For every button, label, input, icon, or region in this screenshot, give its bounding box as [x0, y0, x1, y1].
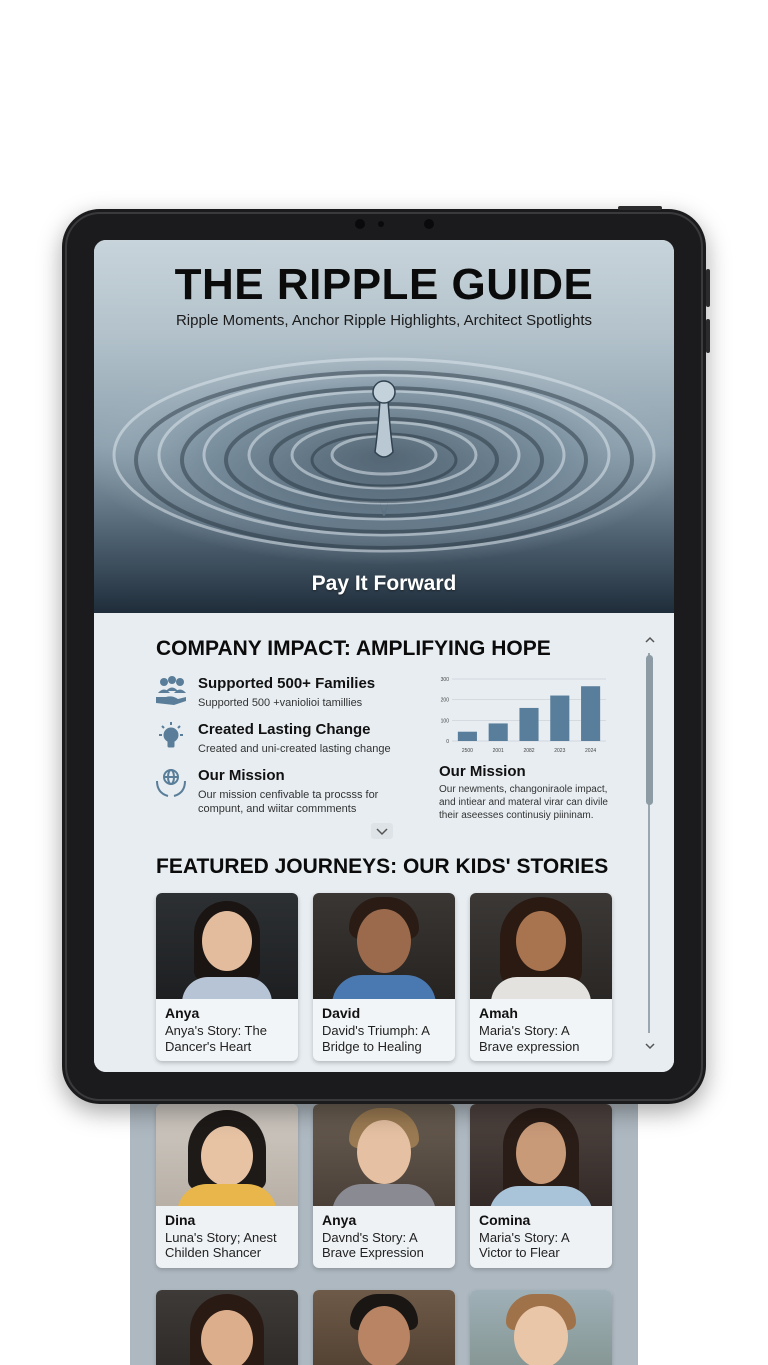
- y-tick-label: 100: [440, 718, 449, 725]
- impact-item-desc: Our mission cenfivable ta procsss for compunt, and wiitar commments: [198, 789, 379, 815]
- x-tick-label: 2082: [523, 748, 535, 754]
- card-name: David: [322, 1005, 361, 1021]
- card-story: Maria's Story: A Brave expression: [479, 1023, 580, 1054]
- lightbulb-icon: [154, 721, 188, 753]
- card-meta: [470, 999, 612, 1061]
- journeys-section-title: FEATURED JOURNEYS: OUR KIDS' STORIES: [156, 855, 609, 878]
- child-photo: [156, 893, 298, 999]
- journey-card[interactable]: [156, 1290, 298, 1365]
- journey-card[interactable]: [313, 893, 455, 1061]
- expand-chevron-icon[interactable]: [371, 823, 393, 839]
- child-photo: [156, 1290, 298, 1365]
- card-meta: [470, 1206, 612, 1266]
- card-name: Amah: [479, 1005, 518, 1021]
- mission-title: Our Mission: [439, 763, 526, 780]
- child-photo: [470, 893, 612, 999]
- card-meta: [313, 1206, 455, 1266]
- y-tick-label: 300: [440, 677, 449, 683]
- families-icon: [154, 675, 188, 707]
- card-story: Davnd's Story: A Brave Expression: [322, 1230, 424, 1260]
- sensor-icon: [424, 219, 434, 229]
- impact-item-title: Our Mission: [198, 767, 285, 784]
- mission-description: Our newments, changoniraole impact, and intiear and materal virar can divile their aseesses continusiy piininam.: [439, 784, 608, 821]
- chart-bar: [550, 696, 569, 741]
- tablet-screen: [94, 240, 674, 1072]
- impact-item-title: Supported 500+ Families: [198, 675, 376, 692]
- journey-card[interactable]: [156, 893, 298, 1061]
- impact-chart: [434, 673, 614, 755]
- impact-item-title: Created Lasting Change: [198, 721, 371, 738]
- scroll-down-icon[interactable]: [643, 1039, 657, 1053]
- chart-bar: [458, 732, 477, 741]
- card-meta: [313, 999, 455, 1061]
- chart-bar: [489, 723, 508, 741]
- child-photo: [470, 1290, 612, 1365]
- child-photo: [313, 1290, 455, 1365]
- globe-hands-icon: [154, 767, 188, 799]
- impact-section-title: COMPANY IMPACT: AMPLIFYING HOPE: [156, 637, 551, 660]
- impact-item-change: [154, 721, 414, 761]
- chart-bar: [581, 686, 600, 741]
- card-name: Comina: [479, 1212, 531, 1228]
- journey-card[interactable]: [313, 1290, 455, 1365]
- impact-item-desc: Supported 500 +vaniolioi tamillies: [198, 697, 363, 709]
- card-story: Luna's Story; Anest Childen Shancer: [165, 1230, 277, 1260]
- card-story: Maria's Story: A Victor to Flear: [479, 1230, 569, 1260]
- card-name: Anya: [165, 1005, 200, 1021]
- impact-item-mission: [154, 767, 414, 815]
- page-subtitle: Ripple Moments, Anchor Ripple Highlights, Architect Spotlights: [175, 312, 593, 329]
- power-button: [706, 269, 710, 307]
- scroll-up-icon[interactable]: [643, 633, 657, 647]
- card-story: Anya's Story: The Dancer's Heart: [165, 1023, 267, 1054]
- journey-card[interactable]: [470, 893, 612, 1061]
- x-tick-label: 2024: [585, 748, 597, 754]
- x-tick-label: 2500: [461, 748, 473, 754]
- card-story: David's Triumph: A Bridge to Healing: [322, 1023, 430, 1054]
- hero-banner: [94, 240, 674, 613]
- journey-card[interactable]: [156, 1104, 298, 1268]
- volume-button: [706, 319, 710, 353]
- tablet-device: [62, 209, 706, 1104]
- sensor-icon: [378, 221, 384, 227]
- y-tick-label: 0: [446, 739, 449, 745]
- page-title: THE RIPPLE GUIDE: [174, 260, 594, 309]
- content-panel: [94, 613, 674, 1072]
- journey-card[interactable]: [313, 1104, 455, 1268]
- child-photo: [470, 1104, 612, 1206]
- x-tick-label: 2001: [492, 748, 504, 754]
- card-name: Dina: [165, 1212, 196, 1228]
- card-meta: [156, 999, 298, 1061]
- scrollbar-thumb[interactable]: [646, 655, 653, 805]
- child-photo: [156, 1104, 298, 1206]
- impact-bar-chart: [434, 673, 614, 755]
- x-tick-label: 2023: [554, 748, 566, 754]
- journey-card[interactable]: [470, 1290, 612, 1365]
- impact-item-desc: Created and uni-created lasting change: [198, 743, 391, 755]
- journey-card[interactable]: [470, 1104, 612, 1268]
- camera-icon: [355, 219, 365, 229]
- y-tick-label: 200: [440, 697, 449, 704]
- card-name: Anya: [322, 1212, 357, 1228]
- child-photo: [313, 1104, 455, 1206]
- card-meta: [156, 1206, 298, 1266]
- chart-bar: [519, 708, 538, 741]
- overflow-card-strip: [130, 1080, 638, 1365]
- child-photo: [313, 893, 455, 999]
- pay-it-forward-link[interactable]: Pay It Forward: [311, 572, 457, 595]
- top-button: [618, 206, 662, 210]
- impact-item-families: [154, 675, 414, 715]
